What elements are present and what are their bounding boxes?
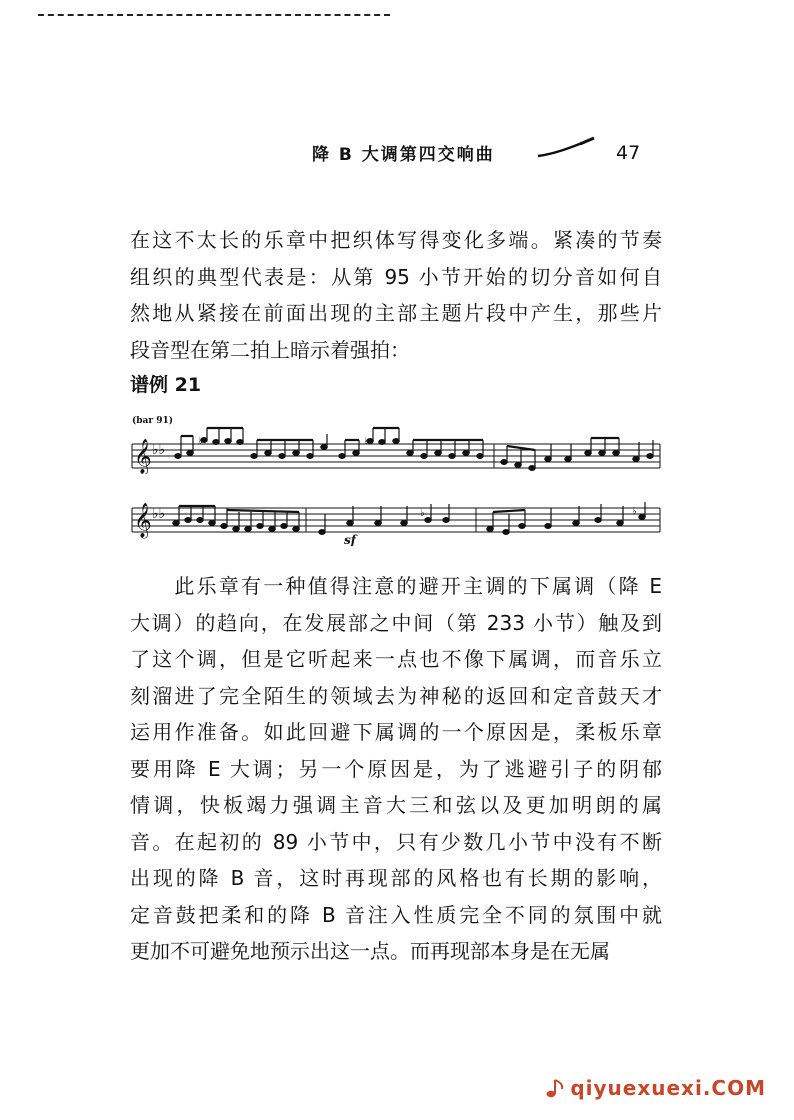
text-line: 定音鼓把柔和的降 B 音注入性质完全不同的氛围中就: [130, 902, 662, 927]
bar-marker: (bar 91): [132, 416, 174, 426]
example-label: 谱例 21: [130, 374, 202, 396]
music-staff-1: [128, 420, 664, 474]
treble-clef-icon: 𝄞: [134, 439, 152, 474]
text-line: 组织的典型代表是：从第 95 小节开始的切分音如何自: [130, 264, 662, 289]
watermark: [545, 1076, 766, 1100]
music-note-logo-icon: [545, 1077, 567, 1099]
svg-text:♭: ♭: [632, 506, 637, 517]
svg-text:♭: ♭: [198, 436, 203, 447]
text-line: 音。在起初的 89 小节中，只有少数几小节中没有不断: [130, 829, 662, 854]
treble-clef-icon: 𝄞: [134, 503, 152, 538]
text-line: 出现的降 B 音，这时再现部的风格也有长期的影响，: [130, 866, 662, 890]
svg-text:♭: ♭: [364, 436, 369, 447]
svg-text:♭: ♭: [420, 508, 425, 519]
text-line: 大调）的趋向，在发展部之中间（第 233 小节）触及到: [130, 610, 662, 635]
running-head-title: 降 B 大调第四交响曲: [312, 145, 495, 165]
text-line: 刻溜进了完全陌生的领域去为神秘的返回和定音鼓天才: [130, 683, 662, 708]
text-line: 然地从紧接在前面出现的主部主题片段中产生，那些片: [130, 301, 662, 325]
text-line: 要用降 E 大调；另一个原因是，为了逃避引子的阴郁: [130, 756, 662, 781]
text-line: 了这个调，但是它听起来一点也不像下属调，而音乐立: [130, 647, 662, 671]
text-line: 更加不可避免地预示出这一点。而再现部本身是在无属: [130, 939, 610, 963]
text-line: 此乐章有一种值得注意的避开主调的下属调（降 E: [130, 574, 662, 598]
text-line: 运用作准备。如此回避下属调的一个原因是，柔板乐章: [130, 720, 662, 744]
watermark-text: qiyuexuexi.COM: [570, 1076, 766, 1100]
text-line: 段音型在第二拍上暗示着强拍：: [130, 337, 410, 362]
music-staff-2: [128, 498, 664, 546]
paragraph-1: [130, 222, 662, 368]
top-rule: [38, 14, 390, 16]
flat-icon: ♭♭: [152, 506, 166, 522]
paragraph-2: [130, 568, 662, 970]
dynamic-marking: sf: [344, 533, 356, 546]
text-line: 情调，快板竭力强调主音大三和弦以及更加明朗的属: [130, 793, 662, 817]
text-line: 在这不太长的乐章中把织体写得变化多端。紧凑的节奏: [130, 228, 662, 252]
pen-flourish-icon: [536, 136, 596, 160]
flat-icon: ♭♭: [152, 442, 166, 458]
page-number: 47: [616, 142, 641, 164]
